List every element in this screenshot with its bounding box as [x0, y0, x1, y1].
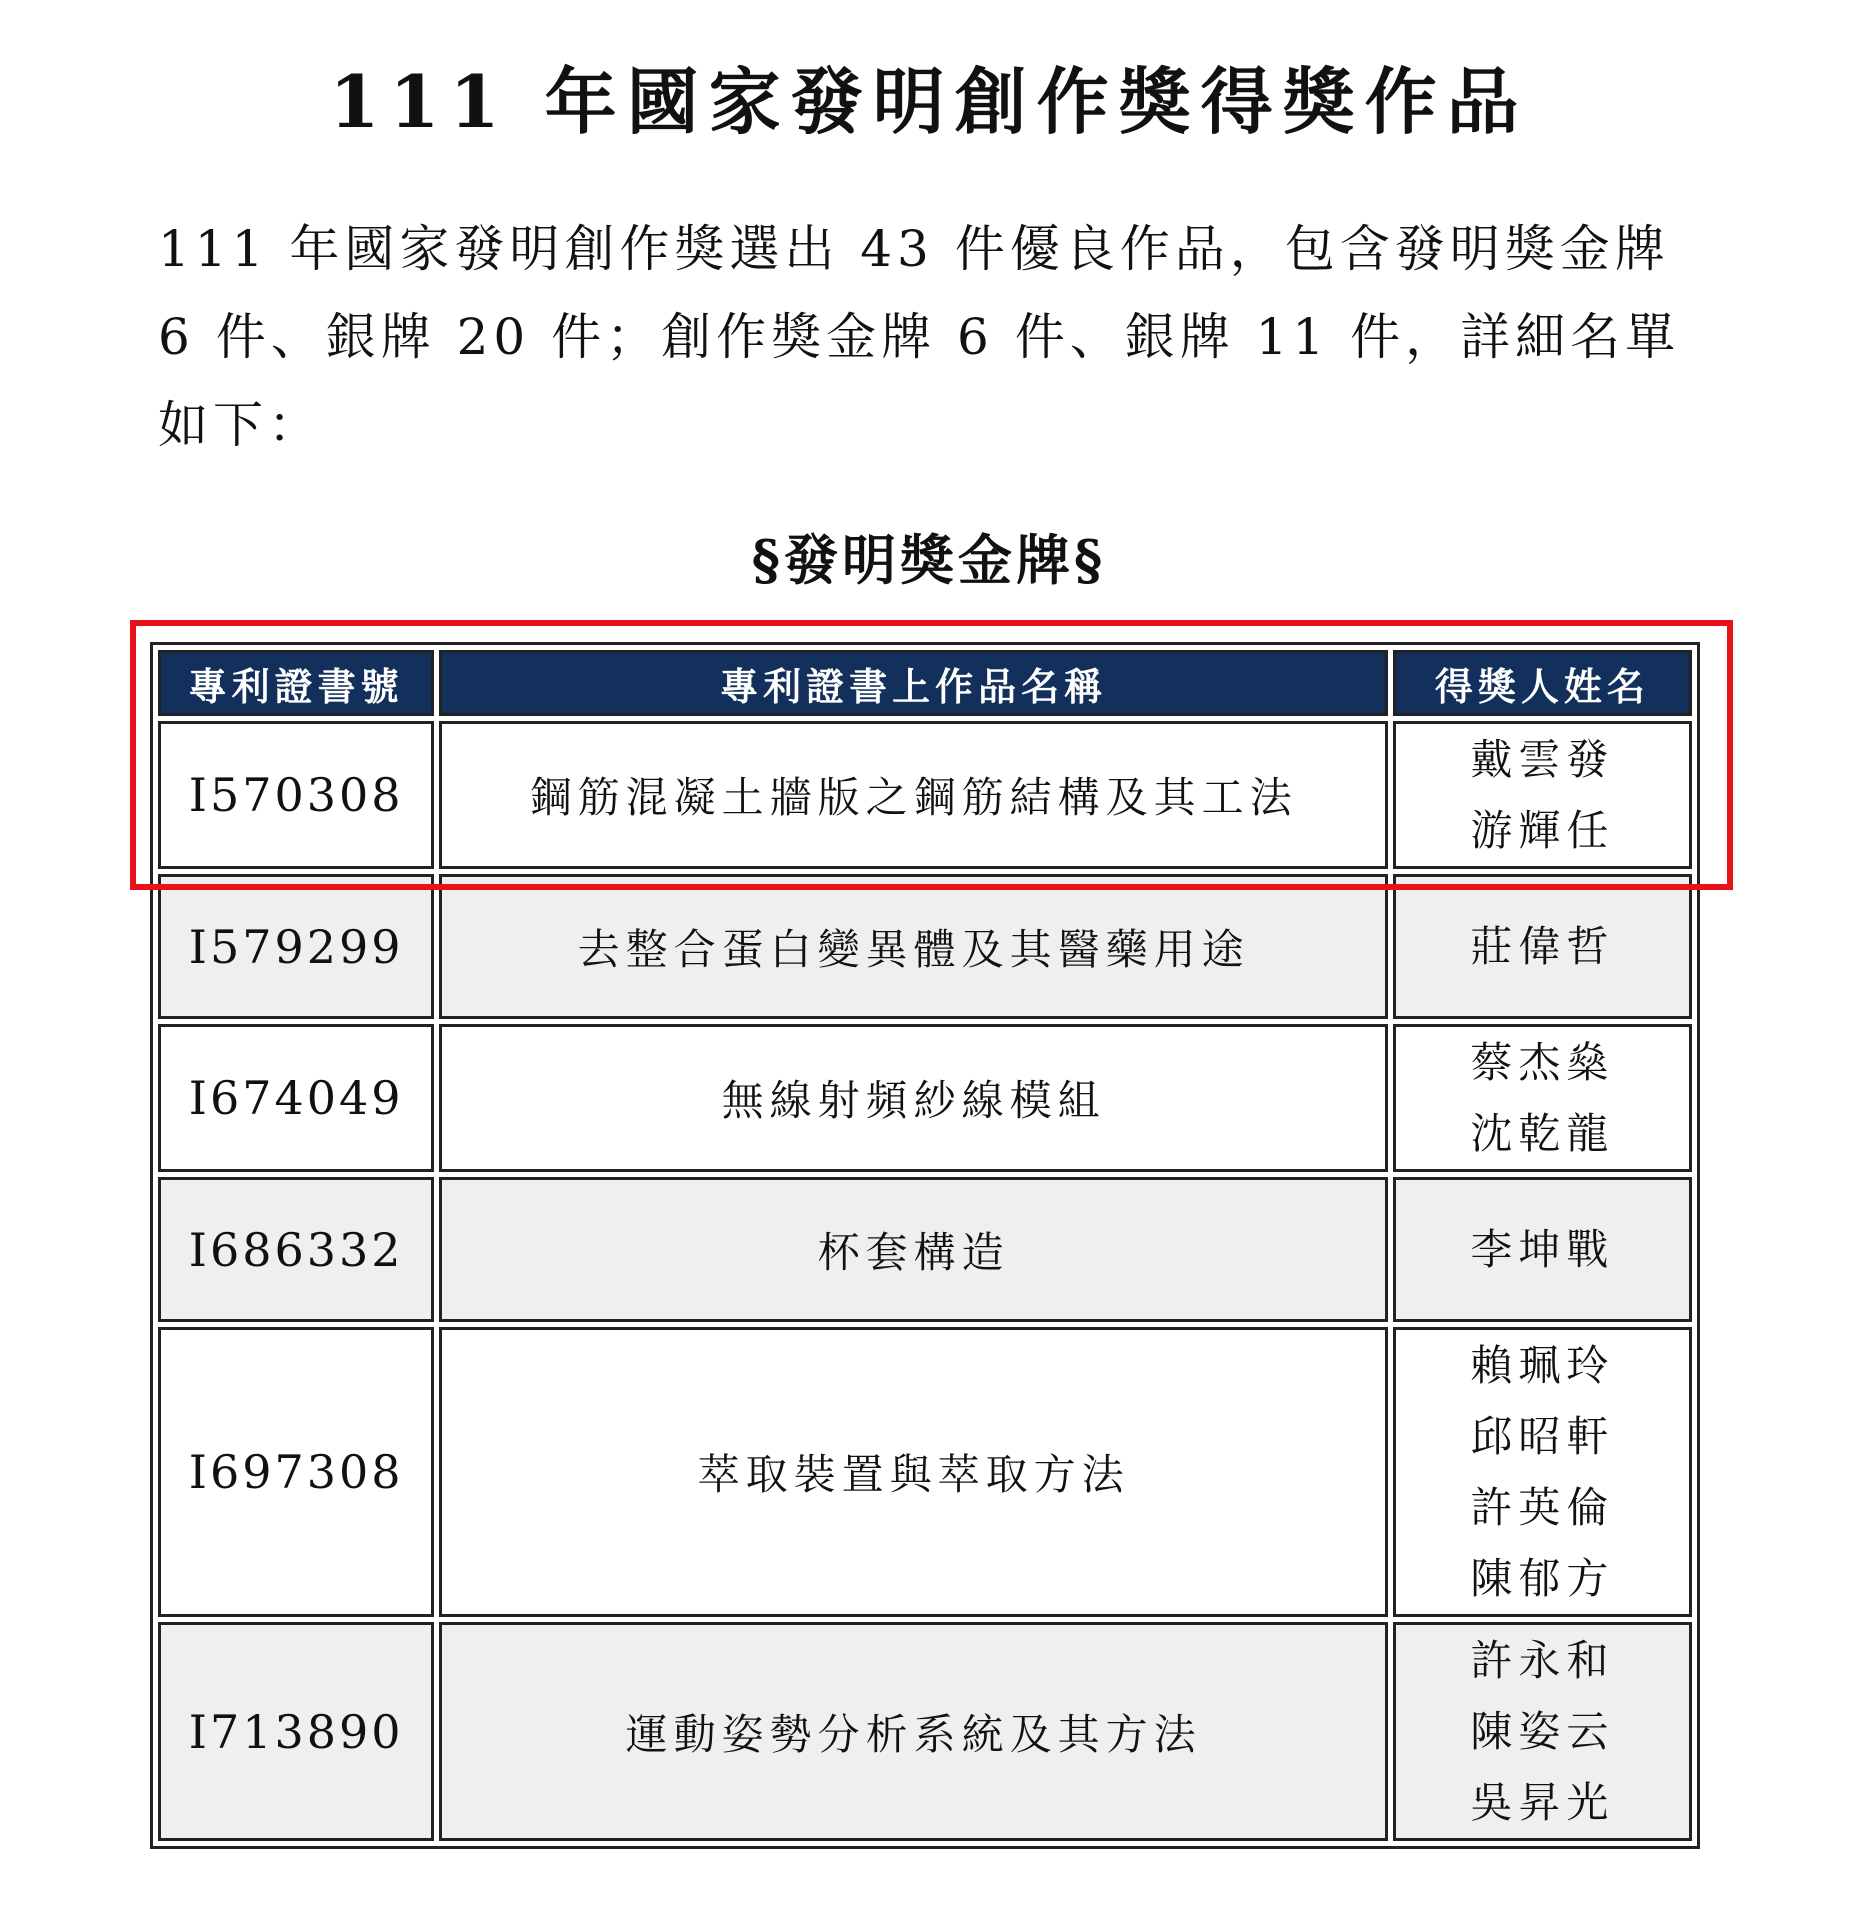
table-row	[158, 1327, 1692, 1617]
work-name-cell: 鋼筋混凝土牆版之鋼筋結構及其工法	[439, 721, 1388, 869]
cert-number-cell: I686332	[158, 1177, 434, 1322]
work-name-cell: 無線射頻紗線模組	[439, 1024, 1388, 1172]
winner-name: 吳昇光	[1470, 1778, 1615, 1827]
table-header-row	[158, 650, 1692, 716]
table-row	[158, 1024, 1692, 1172]
table-row	[158, 721, 1692, 869]
winner-name: 陳姿云	[1470, 1707, 1615, 1756]
winner-name: 戴雲發	[1470, 735, 1615, 784]
winner-name: 許永和	[1470, 1636, 1615, 1685]
winner-name: 許英倫	[1470, 1483, 1615, 1532]
header-work-name: 專利證書上作品名稱	[439, 650, 1388, 716]
cert-number-cell: I674049	[158, 1024, 434, 1172]
winner-names-cell	[1393, 721, 1692, 869]
cert-number-cell: I713890	[158, 1622, 434, 1841]
cert-number-cell: I697308	[158, 1327, 434, 1617]
intro-paragraph: 111 年國家發明創作獎選出 43 件優良作品，包含發明獎金牌 6 件、銀牌 20 件；創作獎金牌 6 件、銀牌 11 件，詳細名單如下：	[158, 220, 1681, 454]
header-cert-number: 專利證書號	[158, 650, 434, 716]
work-name-cell: 去整合蛋白變異體及其醫藥用途	[439, 874, 1388, 1019]
header-winner-names: 得獎人姓名	[1393, 650, 1692, 716]
winner-names-cell	[1393, 1024, 1692, 1172]
winner-name: 沈乾龍	[1470, 1109, 1615, 1158]
section-title: §發明獎金牌§	[751, 528, 1107, 592]
winner-name: 游輝任	[1470, 806, 1615, 855]
award-table	[150, 642, 1700, 1849]
cert-number-cell: I570308	[158, 721, 434, 869]
work-name-cell: 杯套構造	[439, 1177, 1388, 1322]
document-title: 111 年國家發明創作獎得獎作品	[329, 59, 1529, 144]
cert-number-cell: I579299	[158, 874, 434, 1019]
winner-names-cell	[1393, 874, 1692, 1019]
table-row	[158, 874, 1692, 1019]
winner-name: 賴珮玲	[1470, 1341, 1615, 1390]
work-name-cell: 萃取裝置與萃取方法	[439, 1327, 1388, 1617]
winner-names-cell	[1393, 1622, 1692, 1841]
winner-name: 陳郁方	[1470, 1554, 1615, 1603]
work-name-cell: 運動姿勢分析系統及其方法	[439, 1622, 1388, 1841]
winner-names-cell	[1393, 1177, 1692, 1322]
winner-name: 蔡杰燊	[1470, 1038, 1615, 1087]
winner-name: 邱昭軒	[1470, 1412, 1615, 1461]
winner-name: 莊偉哲	[1470, 922, 1615, 971]
table-row	[158, 1177, 1692, 1322]
table-body	[158, 721, 1692, 1841]
table-row	[158, 1622, 1692, 1841]
winner-names-cell	[1393, 1327, 1692, 1617]
winner-name: 李坤戰	[1470, 1225, 1615, 1274]
